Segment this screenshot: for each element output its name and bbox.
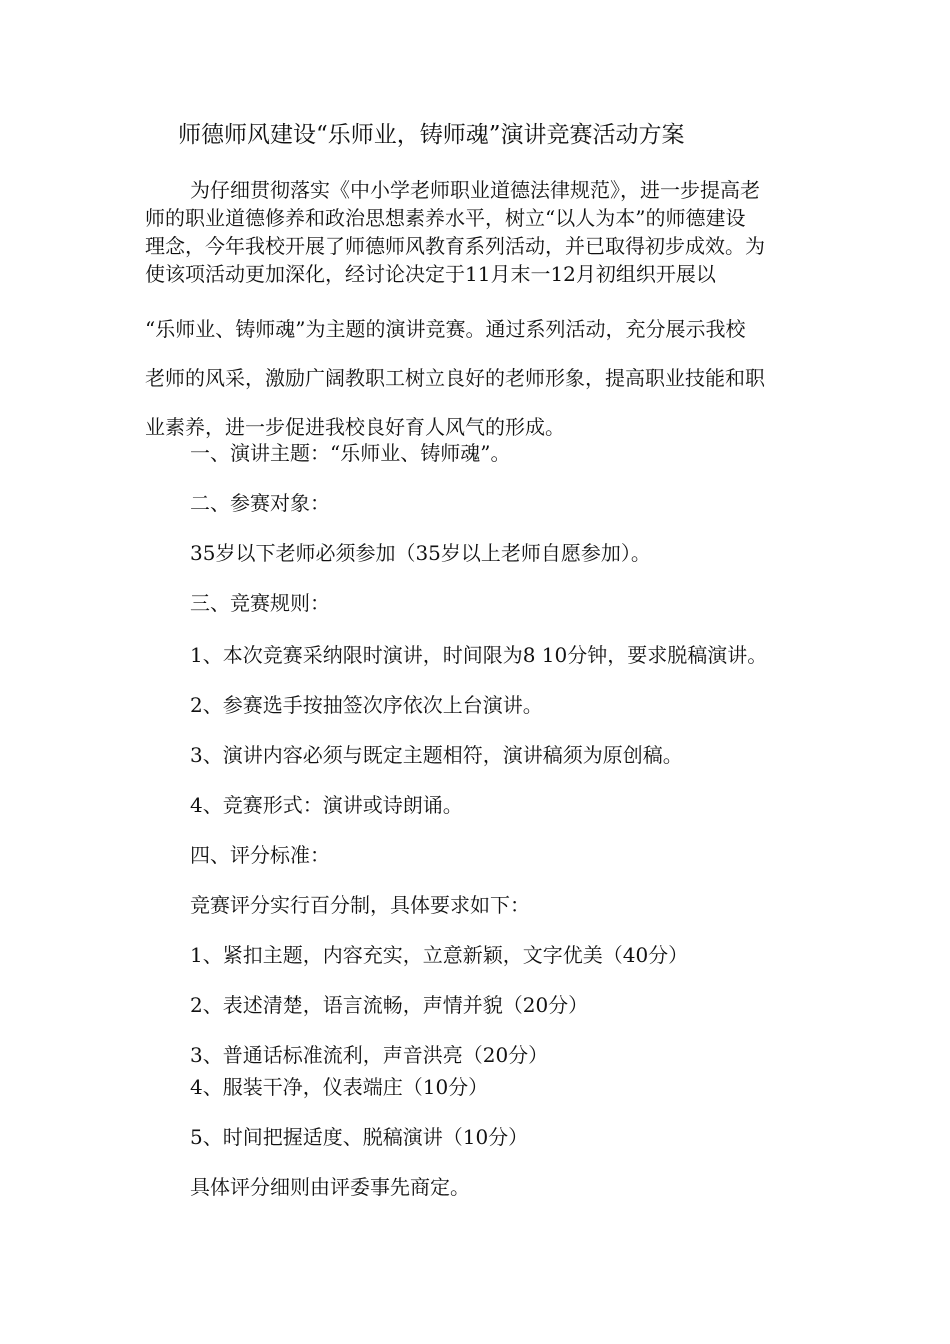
section-heading-participants: 二、参赛对象： (190, 491, 330, 515)
scoring-item: 5、时间把握适度、脱稿演讲（10分） (190, 1125, 529, 1149)
scoring-item: 3、普通话标准流利，声音洪亮（20分） (190, 1043, 549, 1067)
scoring-item: 4、服装干净，仪表端庄（10分） (190, 1075, 489, 1099)
section-heading-rules: 三、竞赛规则： (190, 591, 330, 615)
rule-item: 2、参赛选手按抽签次序依次上台演讲。 (190, 693, 543, 717)
rule-item: 1、本次竞赛采纳限时演讲，时间限为8 10分钟，要求脱稿演讲。 (190, 643, 768, 667)
scoring-item: 2、表述清楚，语言流畅，声情并貌（20分） (190, 993, 589, 1017)
scoring-intro: 竞赛评分实行百分制，具体要求如下： (190, 893, 530, 917)
scoring-item: 1、紧扣主题，内容充实，立意新颖，文字优美（40分） (190, 943, 689, 967)
rule-item: 3、演讲内容必须与既定主题相符，演讲稿须为原创稿。 (190, 743, 683, 767)
intro-line: 使该项活动更加深化，经讨论决定于11月末一12月初组织开展以 (145, 262, 716, 286)
intro-line: 师的职业道德修养和政治思想素养水平，树立“以人为本”的师德建设 (145, 206, 746, 230)
intro-line: 为仔细贯彻落实《中小学老师职业道德法律规范》，进一步提高老 (190, 178, 760, 202)
intro-line: 理念，今年我校开展了师德师风教育系列活动，并已取得初步成效。为 (145, 234, 765, 258)
section-heading-theme: 一、演讲主题：“乐师业、铸师魂”。 (190, 441, 511, 465)
section-heading-scoring: 四、评分标准： (190, 843, 330, 867)
intro-paragraph (145, 176, 825, 442)
intro-line: “乐师业、铸师魂”为主题的演讲竞赛。通过系列活动，充分展示我校 (145, 317, 746, 341)
intro-line: 业素养，进一步促进我校良好育人风气的形成。 (145, 415, 565, 439)
rule-item: 4、竞赛形式：演讲或诗朗诵。 (190, 793, 463, 817)
participants-text: 35岁以下老师必须参加（35岁以上老师自愿参加）。 (190, 541, 651, 565)
intro-line: 老师的风采，激励广阔教职工树立良好的老师形象，提高职业技能和职 (145, 366, 765, 390)
document-title: 师德师风建设“乐师业，铸师魂”演讲竞赛活动方案 (178, 122, 685, 148)
scoring-note: 具体评分细则由评委事先商定。 (190, 1175, 470, 1199)
